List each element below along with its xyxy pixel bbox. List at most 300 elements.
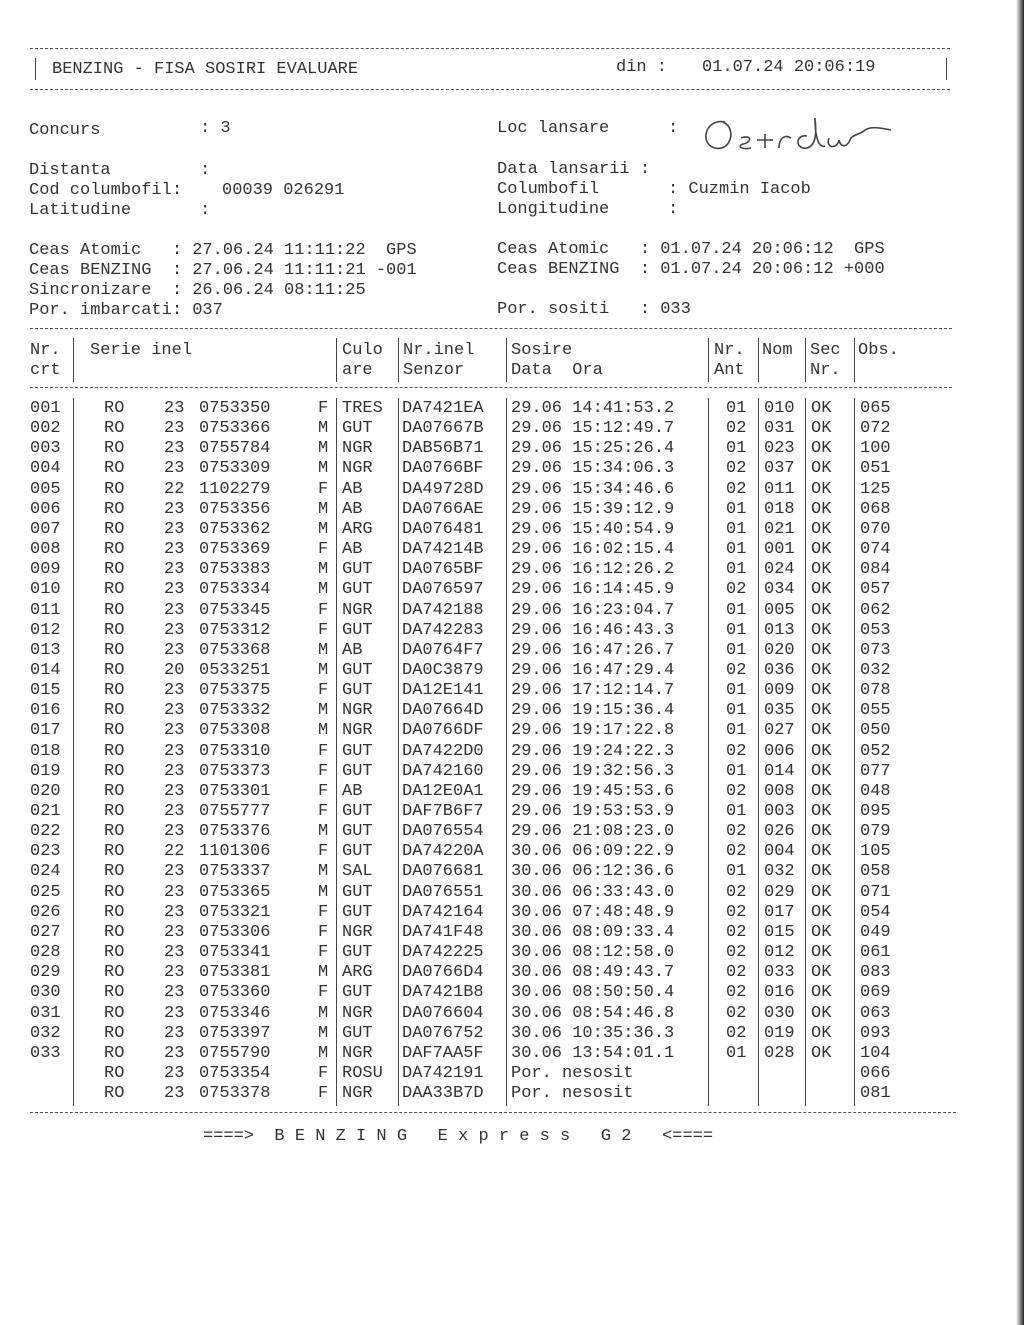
cell-year: 23 (164, 963, 185, 983)
cell-sec-nr: OK (811, 439, 832, 459)
cell-country: RO (104, 1063, 125, 1083)
cell-arrival: 29.06 16:12:26.2 (511, 560, 675, 580)
cell-ring-number: 0753356 (199, 499, 271, 519)
table-row (30, 802, 970, 822)
columbofil-value: : Cuzmin Iacob (668, 180, 811, 199)
cell-nr-crt: 016 (30, 701, 61, 721)
cell-nr-crt: 031 (30, 1003, 61, 1023)
cell-year: 23 (164, 822, 185, 842)
table-row (30, 742, 970, 762)
cell-nr-ant: 02 (726, 479, 747, 499)
cell-country: RO (104, 781, 125, 801)
cell-color: NGR (342, 701, 373, 721)
cell-country: RO (104, 721, 125, 741)
cell-country: RO (104, 701, 125, 721)
cell-obs: 100 (860, 439, 891, 459)
cell-nr-ant: 01 (726, 640, 747, 660)
cell-obs: 105 (860, 842, 891, 862)
cell-sec-nr: OK (811, 761, 832, 781)
cell-nr-crt: 019 (30, 761, 61, 781)
cell-nom: 010 (764, 399, 795, 418)
cell-ring-number: 0753362 (199, 519, 271, 539)
cell-obs: 062 (860, 600, 891, 620)
cell-year: 23 (164, 419, 185, 439)
cell-arrival: 29.06 19:24:22.3 (511, 741, 675, 761)
cell-obs: 065 (860, 399, 891, 418)
cell-sex: F (318, 600, 329, 620)
cell-color: GUT (342, 882, 373, 902)
cell-sec-nr: OK (811, 479, 832, 499)
cell-sec-nr: OK (811, 741, 832, 761)
cell-sec-nr: OK (811, 640, 832, 660)
cell-obs: 048 (860, 781, 891, 801)
cell-sec-nr: OK (811, 681, 832, 701)
cell-color: GUT (342, 681, 373, 701)
cell-sensor-ring: DA12E0A1 (402, 781, 484, 801)
cell-nom: 011 (764, 479, 795, 499)
col-header-culoare-1: Culo (342, 341, 383, 360)
cell-nr-ant: 01 (726, 761, 747, 781)
data-lansarii-label: Data lansarii : (497, 160, 651, 179)
ceas-benzing-start: Ceas BENZING : 27.06.24 11:11:21 -001 (29, 261, 417, 280)
cell-country: RO (104, 1084, 125, 1104)
cell-country: RO (104, 882, 125, 902)
cell-year: 23 (164, 1084, 185, 1104)
cell-ring-number: 0753368 (199, 640, 271, 660)
cell-nr-crt: 018 (30, 741, 61, 761)
cell-ring-number: 0753301 (199, 781, 271, 801)
hdr-sep-4 (506, 338, 507, 382)
loc-lansare-label: Loc lansare (497, 119, 610, 138)
cell-ring-number: 0753375 (199, 681, 271, 701)
cell-sec-nr: OK (811, 1023, 832, 1043)
cell-country: RO (104, 802, 125, 821)
cell-obs: 084 (860, 560, 891, 580)
cell-ring-number: 0753376 (199, 822, 271, 842)
cell-sec-nr: OK (811, 399, 832, 418)
cell-nr-crt: 003 (30, 439, 61, 459)
report-date-label: din : (616, 58, 668, 77)
cell-nr-crt: 006 (30, 499, 61, 519)
cell-country: RO (104, 620, 125, 640)
cell-sensor-ring: DA0764F7 (402, 640, 484, 660)
header-right-bar (946, 58, 947, 80)
col-header-nrinel: Nr.inel (403, 341, 475, 360)
cell-sec-nr: OK (811, 459, 832, 479)
table-row (30, 580, 970, 600)
cell-nr-crt: 015 (30, 681, 61, 701)
cell-obs: 051 (860, 459, 891, 479)
hdr-sep-7 (805, 338, 806, 382)
cell-sex: M (318, 519, 329, 539)
table-row (30, 862, 970, 882)
cell-sec-nr: OK (811, 882, 832, 902)
cell-nr-ant: 02 (726, 902, 747, 922)
cell-sensor-ring: DA74214B (402, 540, 484, 560)
table-row (30, 903, 970, 923)
cell-sensor-ring: DAF7AA5F (402, 1043, 484, 1063)
cell-color: GUT (342, 802, 373, 821)
cell-sex: M (318, 439, 329, 459)
cell-nr-ant: 02 (726, 922, 747, 942)
cell-color: AB (342, 499, 363, 519)
cell-sensor-ring: DA0766AE (402, 499, 484, 519)
cell-sex: F (318, 983, 329, 1003)
cell-sex: M (318, 882, 329, 902)
table-row (30, 601, 970, 621)
cell-country: RO (104, 822, 125, 842)
cell-arrival: 29.06 17:12:14.7 (511, 681, 675, 701)
cell-sec-nr: OK (811, 943, 832, 963)
cell-nr-ant: 02 (726, 419, 747, 439)
cell-nr-ant: 01 (726, 399, 747, 418)
cell-ring-number: 0753373 (199, 761, 271, 781)
cell-color: GUT (342, 822, 373, 842)
cell-obs: 057 (860, 580, 891, 600)
cell-nr-ant: 02 (726, 1003, 747, 1023)
cell-arrival: 29.06 19:53:53.9 (511, 802, 675, 821)
cell-nr-crt: 004 (30, 459, 61, 479)
cell-arrival: 29.06 16:14:45.9 (511, 580, 675, 600)
cell-sensor-ring: DA12E141 (402, 681, 484, 701)
table-row (30, 721, 970, 741)
cell-color: NGR (342, 1043, 373, 1063)
cell-nr-ant: 01 (726, 519, 747, 539)
cell-year: 23 (164, 439, 185, 459)
cell-obs: 083 (860, 963, 891, 983)
footer-benzing-express: ====> B E N Z I N G E x p r e s s G 2 <==== (203, 1127, 714, 1146)
cell-color: AB (342, 479, 363, 499)
cell-sec-nr: OK (811, 419, 832, 439)
cell-sec-nr: OK (811, 802, 832, 821)
cell-sec-nr: OK (811, 560, 832, 580)
cell-obs: 049 (860, 922, 891, 942)
col-header-sosire: Sosire (511, 341, 573, 360)
cell-year: 23 (164, 983, 185, 1003)
cell-color: GUT (342, 943, 373, 963)
cell-nr-ant: 01 (726, 721, 747, 741)
cell-nr-crt: 007 (30, 519, 61, 539)
cell-sex: F (318, 1063, 329, 1083)
cell-nr-crt: 022 (30, 822, 61, 842)
cell-color: GUT (342, 1023, 373, 1043)
porumbei-imbarcati: Por. imbarcati: 037 (29, 301, 223, 320)
cell-sex: M (318, 459, 329, 479)
cell-arrival: 29.06 16:02:15.4 (511, 540, 675, 560)
cell-sensor-ring: DA7421B8 (402, 983, 484, 1003)
table-row (30, 943, 970, 963)
cell-nr-ant: 02 (726, 459, 747, 479)
cell-arrival: 29.06 16:23:04.7 (511, 600, 675, 620)
cell-sensor-ring: DA742191 (402, 1063, 484, 1083)
cell-nr-crt: 021 (30, 802, 61, 821)
cell-color: NGR (342, 721, 373, 741)
cell-arrival: 29.06 19:45:53.6 (511, 781, 675, 801)
cell-nr-ant: 01 (726, 802, 747, 821)
cell-color: NGR (342, 439, 373, 459)
cell-sec-nr: OK (811, 540, 832, 560)
cell-nom: 012 (764, 943, 795, 963)
cell-sec-nr: OK (811, 519, 832, 539)
col-header-sec: Sec (810, 341, 841, 360)
cell-nr-ant: 02 (726, 580, 747, 600)
table-row (30, 842, 970, 862)
cell-sec-nr: OK (811, 862, 832, 882)
cell-year: 23 (164, 519, 185, 539)
cell-sensor-ring: DA74220A (402, 842, 484, 862)
cell-nr-ant: 01 (726, 560, 747, 580)
cell-country: RO (104, 540, 125, 560)
cell-ring-number: 0753310 (199, 741, 271, 761)
cell-sensor-ring: DA7422D0 (402, 741, 484, 761)
hdr-sep-8 (854, 338, 855, 382)
cell-color: GUT (342, 620, 373, 640)
cell-sensor-ring: DA742160 (402, 761, 484, 781)
cell-sex: F (318, 842, 329, 862)
cell-ring-number: 0755784 (199, 439, 271, 459)
cell-obs: 093 (860, 1023, 891, 1043)
cell-arrival: 29.06 14:41:53.2 (511, 399, 675, 418)
latitudine-label: Latitudine (29, 201, 132, 220)
cell-color: AB (342, 640, 363, 660)
cell-nom: 008 (764, 781, 795, 801)
cell-arrival: 30.06 06:12:36.6 (511, 862, 675, 882)
table-row (30, 661, 970, 681)
cell-arrival: 29.06 15:40:54.9 (511, 519, 675, 539)
col-header-data-ora: Data Ora (511, 361, 603, 380)
cell-sex: F (318, 1084, 329, 1104)
cell-nom: 020 (764, 640, 795, 660)
cell-nom: 019 (764, 1023, 795, 1043)
cell-obs: 050 (860, 721, 891, 741)
cell-sex: F (318, 681, 329, 701)
cell-sex: M (318, 580, 329, 600)
cell-sensor-ring: DA741F48 (402, 922, 484, 942)
cell-sex: F (318, 620, 329, 640)
cell-obs: 079 (860, 822, 891, 842)
cell-sec-nr: OK (811, 721, 832, 741)
cell-sensor-ring: DA7421EA (402, 399, 484, 418)
cell-sensor-ring: DA076752 (402, 1023, 484, 1043)
cell-arrival: 29.06 15:25:26.4 (511, 439, 675, 459)
cell-year: 23 (164, 540, 185, 560)
cell-nr-ant: 02 (726, 963, 747, 983)
cell-sensor-ring: DA49728D (402, 479, 484, 499)
cell-country: RO (104, 943, 125, 963)
cell-sex: F (318, 781, 329, 801)
table-row (30, 560, 970, 580)
col-header-obs: Obs. (858, 341, 899, 360)
cell-year: 23 (164, 862, 185, 882)
cell-country: RO (104, 1023, 125, 1043)
cell-nom: 029 (764, 882, 795, 902)
cell-arrival: 29.06 15:39:12.9 (511, 499, 675, 519)
cell-sec-nr: OK (811, 620, 832, 640)
table-row (30, 500, 970, 520)
cell-year: 23 (164, 802, 185, 821)
cell-nr-ant: 01 (726, 620, 747, 640)
cell-year: 22 (164, 842, 185, 862)
cell-obs: 063 (860, 1003, 891, 1023)
cell-year: 23 (164, 701, 185, 721)
cell-sec-nr: OK (811, 963, 832, 983)
cell-ring-number: 0753345 (199, 600, 271, 620)
cell-year: 23 (164, 1003, 185, 1023)
cell-nom: 035 (764, 701, 795, 721)
hdr-sep-1 (73, 338, 74, 382)
cell-color: ARG (342, 963, 373, 983)
header-top-border (30, 48, 950, 49)
cell-year: 23 (164, 499, 185, 519)
cell-year: 23 (164, 1043, 185, 1063)
cell-year: 23 (164, 580, 185, 600)
cell-sex: M (318, 721, 329, 741)
table-row (30, 681, 970, 701)
cell-nom: 017 (764, 902, 795, 922)
cell-nom: 016 (764, 983, 795, 1003)
cell-arrival: 30.06 08:12:58.0 (511, 943, 675, 963)
table-row (30, 701, 970, 721)
cell-arrival: Por. nesosit (511, 1084, 634, 1104)
cell-nom: 027 (764, 721, 795, 741)
cell-ring-number: 1102279 (199, 479, 271, 499)
cell-nr-crt: 026 (30, 902, 61, 922)
cell-ring-number: 0753306 (199, 922, 271, 942)
cell-obs: 053 (860, 620, 891, 640)
table-row (30, 641, 970, 661)
cell-nr-crt: 032 (30, 1023, 61, 1043)
cell-obs: 066 (860, 1063, 891, 1083)
cell-country: RO (104, 761, 125, 781)
cell-sex: M (318, 499, 329, 519)
cell-sec-nr: OK (811, 580, 832, 600)
cell-country: RO (104, 399, 125, 418)
cell-year: 23 (164, 902, 185, 922)
cell-color: ARG (342, 519, 373, 539)
cell-sensor-ring: DA0766DF (402, 721, 484, 741)
cell-country: RO (104, 741, 125, 761)
cell-sensor-ring: DA076604 (402, 1003, 484, 1023)
cell-nr-ant: 02 (726, 741, 747, 761)
cell-nom: 014 (764, 761, 795, 781)
cell-nom: 033 (764, 963, 795, 983)
cell-sensor-ring: DA0765BF (402, 560, 484, 580)
cell-nr-ant: 02 (726, 882, 747, 902)
cell-country: RO (104, 499, 125, 519)
cell-nr-crt: 014 (30, 660, 61, 680)
cell-nom: 006 (764, 741, 795, 761)
cell-nom: 026 (764, 822, 795, 842)
cell-color: AB (342, 540, 363, 560)
cell-color: GUT (342, 560, 373, 580)
cell-ring-number: 1101306 (199, 842, 271, 862)
cell-arrival: Por. nesosit (511, 1063, 634, 1083)
cell-nr-crt: 027 (30, 922, 61, 942)
cell-sex: M (318, 701, 329, 721)
cell-sec-nr: OK (811, 922, 832, 942)
cell-arrival: 30.06 13:54:01.1 (511, 1043, 675, 1063)
cell-sensor-ring: DA0C3879 (402, 660, 484, 680)
cell-arrival: 29.06 19:32:56.3 (511, 761, 675, 781)
table-row (30, 782, 970, 802)
cell-sex: M (318, 660, 329, 680)
cell-nr-crt: 010 (30, 580, 61, 600)
cell-nr-ant: 01 (726, 439, 747, 459)
cell-nom: 030 (764, 1003, 795, 1023)
longitudine-value: : (668, 200, 679, 219)
table-row (30, 963, 970, 983)
columbofil-label: Columbofil (497, 180, 600, 199)
hdr-sep-6 (758, 338, 759, 382)
report-date-value: 01.07.24 20:06:19 (702, 58, 876, 77)
cell-country: RO (104, 902, 125, 922)
cell-color: AB (342, 781, 363, 801)
ceas-benzing-end: Ceas BENZING : 01.07.24 20:06:12 +000 (497, 260, 885, 279)
cell-ring-number: 0753360 (199, 983, 271, 1003)
cell-obs: 072 (860, 419, 891, 439)
cell-nr-crt: 002 (30, 419, 61, 439)
cod-columbofil-label: Cod columbofil: (29, 181, 183, 200)
cell-sex: M (318, 640, 329, 660)
cell-nom: 037 (764, 459, 795, 479)
cell-nr-crt: 017 (30, 721, 61, 741)
cell-arrival: 30.06 08:09:33.4 (511, 922, 675, 942)
cell-nr-crt: 009 (30, 560, 61, 580)
cell-sensor-ring: DA742188 (402, 600, 484, 620)
cell-arrival: 30.06 08:49:43.7 (511, 963, 675, 983)
cell-sex: M (318, 1023, 329, 1043)
cell-nr-ant: 01 (726, 540, 747, 560)
cell-nr-ant: 01 (726, 1043, 747, 1063)
cell-sex: F (318, 741, 329, 761)
cell-obs: 058 (860, 862, 891, 882)
cell-obs: 055 (860, 701, 891, 721)
cell-obs: 081 (860, 1084, 891, 1104)
concurs-value: : 3 (200, 119, 231, 138)
cell-obs: 071 (860, 882, 891, 902)
distanta-label: Distanta (29, 161, 111, 180)
cod-columbofil-value: 00039 026291 (222, 181, 345, 200)
col-header-nr: Nr. (30, 341, 61, 360)
table-row (30, 923, 970, 943)
cell-sec-nr: OK (811, 1043, 832, 1063)
cell-country: RO (104, 479, 125, 499)
cell-sensor-ring: DA07664D (402, 701, 484, 721)
cell-country: RO (104, 600, 125, 620)
cell-year: 22 (164, 479, 185, 499)
cell-sex: M (318, 419, 329, 439)
cell-ring-number: 0753381 (199, 963, 271, 983)
col-header-crt: crt (30, 361, 61, 380)
hdr-sep-2 (336, 338, 337, 382)
cell-nom: 009 (764, 681, 795, 701)
cell-sex: F (318, 399, 329, 418)
cell-nr-crt: 028 (30, 943, 61, 963)
cell-nr-ant: 01 (726, 600, 747, 620)
table-row (30, 822, 970, 842)
cell-country: RO (104, 963, 125, 983)
cell-country: RO (104, 580, 125, 600)
table-row (30, 1024, 970, 1044)
cell-nom: 023 (764, 439, 795, 459)
cell-obs: 061 (860, 943, 891, 963)
cell-nom: 034 (764, 580, 795, 600)
cell-sec-nr: OK (811, 600, 832, 620)
hdr-sep-5 (708, 338, 709, 382)
cell-nr-ant: 01 (726, 681, 747, 701)
cell-nr-ant: 02 (726, 983, 747, 1003)
table-header-border (30, 387, 952, 388)
